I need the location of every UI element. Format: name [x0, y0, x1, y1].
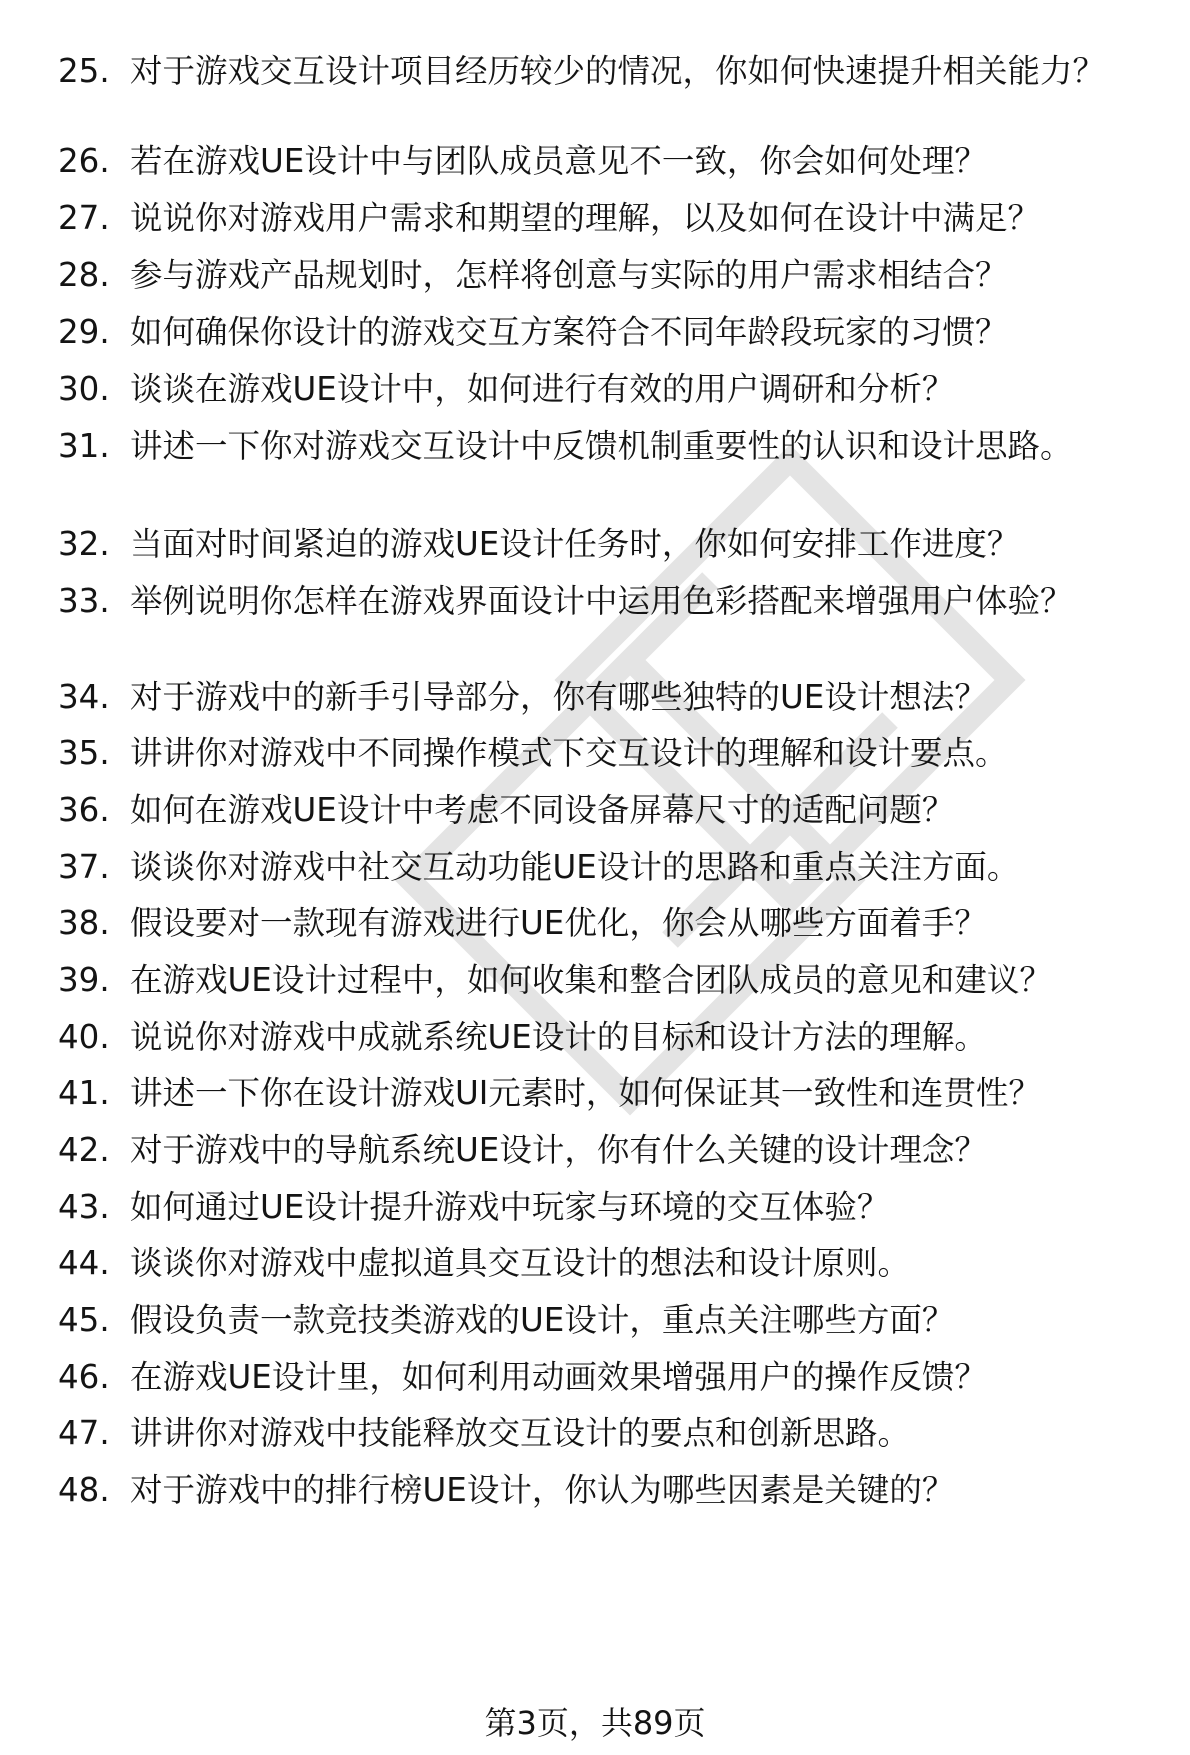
- question-number: 38.: [58, 904, 110, 942]
- question-text: 若在游戏UE设计中与团队成员意见不一致，你会如何处理？: [130, 142, 987, 180]
- question-number: 27.: [58, 199, 110, 237]
- question-text: 假设要对一款现有游戏进行UE优化，你会从哪些方面着手？: [130, 904, 987, 942]
- question-number: 31.: [58, 427, 110, 465]
- question-text: 说说你对游戏中成就系统UE设计的目标和设计方法的理解。: [130, 1018, 987, 1056]
- question-number: 30.: [58, 370, 110, 408]
- question-number: 28.: [58, 256, 110, 294]
- question-text: 讲述一下你在设计游戏UI元素时，如何保证其一致性和连贯性？: [130, 1074, 1041, 1112]
- question-text: 讲讲你对游戏中不同操作模式下交互设计的理解和设计要点。: [130, 734, 1008, 772]
- question-number: 29.: [58, 313, 110, 351]
- question-text: 当面对时间紧迫的游戏UE设计任务时，你如何安排工作进度？: [130, 525, 1020, 563]
- question-text: 对于游戏中的新手引导部分，你有哪些独特的UE设计想法？: [130, 678, 987, 716]
- question-text: 对于游戏中的排行榜UE设计，你认为哪些因素是关键的？: [130, 1471, 955, 1509]
- question-number: 42.: [58, 1131, 110, 1169]
- question-text: 举例说明你怎样在游戏界面设计中运用色彩搭配来增强用户体验？: [130, 582, 1073, 620]
- question-number: 47.: [58, 1414, 110, 1452]
- question-number: 37.: [58, 848, 110, 886]
- question-number: 46.: [58, 1358, 110, 1396]
- question-text: 参与游戏产品规划时，怎样将创意与实际的用户需求相结合？: [130, 256, 1008, 294]
- question-text: 对于游戏中的导航系统UE设计，你有什么关键的设计理念？: [130, 1131, 987, 1169]
- question-number: 26.: [58, 142, 110, 180]
- question-text: 对于游戏交互设计项目经历较少的情况，你如何快速提升相关能力？: [130, 52, 1106, 90]
- question-number: 40.: [58, 1018, 110, 1056]
- question-text: 在游戏UE设计过程中，如何收集和整合团队成员的意见和建议？: [130, 961, 1052, 999]
- page-footer: 第3页，共89页: [484, 1704, 706, 1742]
- question-number: 48.: [58, 1471, 110, 1509]
- question-number: 45.: [58, 1301, 110, 1339]
- question-number: 25.: [58, 52, 110, 90]
- question-text: 谈谈你对游戏中虚拟道具交互设计的想法和设计原则。: [130, 1244, 911, 1282]
- question-text: 如何确保你设计的游戏交互方案符合不同年龄段玩家的习惯？: [130, 313, 1008, 351]
- question-number: 39.: [58, 961, 110, 999]
- question-number: 33.: [58, 582, 110, 620]
- question-text: 在游戏UE设计里，如何利用动画效果增强用户的操作反馈？: [130, 1358, 987, 1396]
- question-number: 35.: [58, 734, 110, 772]
- question-number: 43.: [58, 1188, 110, 1226]
- question-number: 44.: [58, 1244, 110, 1282]
- question-text: 说说你对游戏用户需求和期望的理解，以及如何在设计中满足？: [130, 199, 1041, 237]
- question-text: 谈谈你对游戏中社交互动功能UE设计的思路和重点关注方面。: [130, 848, 1020, 886]
- question-number: 34.: [58, 678, 110, 716]
- question-number: 36.: [58, 791, 110, 829]
- question-text: 讲述一下你对游戏交互设计中反馈机制重要性的认识和设计思路。: [130, 427, 1073, 465]
- question-text: 如何通过UE设计提升游戏中玩家与环境的交互体验？: [130, 1188, 890, 1226]
- question-text: 如何在游戏UE设计中考虑不同设备屏幕尺寸的适配问题？: [130, 791, 955, 829]
- question-text: 假设负责一款竞技类游戏的UE设计，重点关注哪些方面？: [130, 1301, 955, 1339]
- question-number: 41.: [58, 1074, 110, 1112]
- question-text: 谈谈在游戏UE设计中，如何进行有效的用户调研和分析？: [130, 370, 955, 408]
- question-number: 32.: [58, 525, 110, 563]
- question-text: 讲讲你对游戏中技能释放交互设计的要点和创新思路。: [130, 1414, 911, 1452]
